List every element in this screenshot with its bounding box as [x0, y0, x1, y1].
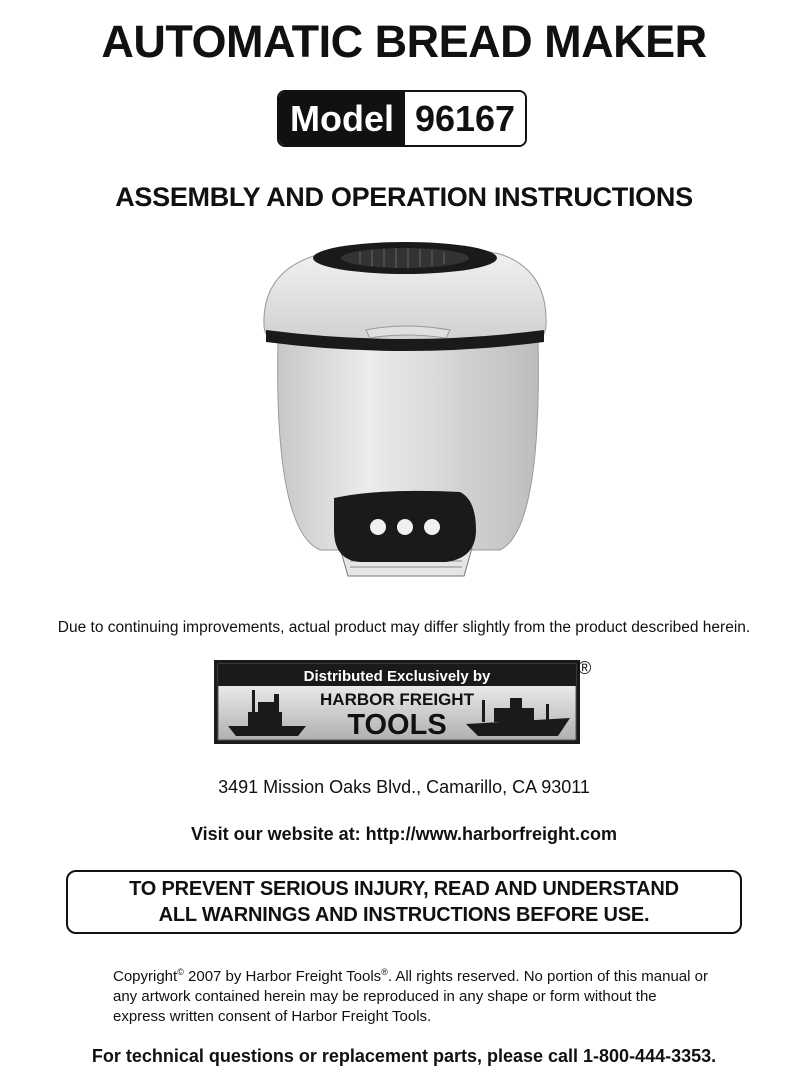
copyright-notice — [113, 962, 713, 1027]
bread-maker-photo — [250, 230, 560, 590]
company-website: Visit our website at: http://www.harborfreight.com — [190, 824, 618, 844]
safety-warning-box — [66, 870, 742, 934]
logo-brand-line2: TOOLS — [347, 709, 447, 741]
warning-line-1: TO PREVENT SERIOUS INJURY, READ AND UNDERSTAND — [129, 878, 679, 900]
copyright-reg-symbol: ® — [381, 967, 388, 977]
copyright-text-1: 2007 by Harbor Freight Tools — [183, 968, 382, 985]
model-label: Model — [279, 92, 405, 145]
technical-support-line: For technical questions or replacement parts, please call 1-800-444-3353. — [91, 1046, 717, 1066]
copyright-text-2: . All rights reserved. No portion of this manual or any artwork contained herein may be reproduced in any shape or form without the express written consent of Harbor Freight Tools. — [113, 968, 708, 1025]
document-title: AUTOMATIC BREAD MAKER — [101, 16, 707, 67]
company-address: 3491 Mission Oaks Blvd., Camarillo, CA 93011 — [218, 777, 590, 797]
registered-mark: ® — [578, 658, 592, 678]
copyright-symbol: © — [177, 967, 184, 977]
model-badge — [277, 90, 527, 147]
copyright-word: Copyright — [113, 968, 178, 985]
harbor-freight-logo — [214, 660, 580, 744]
logo-brand-line1: HARBOR FREIGHT — [320, 690, 474, 709]
warning-line-2: ALL WARNINGS AND INSTRUCTIONS BEFORE USE. — [158, 904, 650, 926]
logo-banner-text: Distributed Exclusively by — [303, 668, 491, 685]
model-number: 96167 — [405, 92, 525, 145]
product-disclaimer: Due to continuing improvements, actual product may differ slightly from the product described herein. — [57, 619, 751, 636]
document-subtitle: ASSEMBLY AND OPERATION INSTRUCTIONS — [115, 182, 693, 212]
